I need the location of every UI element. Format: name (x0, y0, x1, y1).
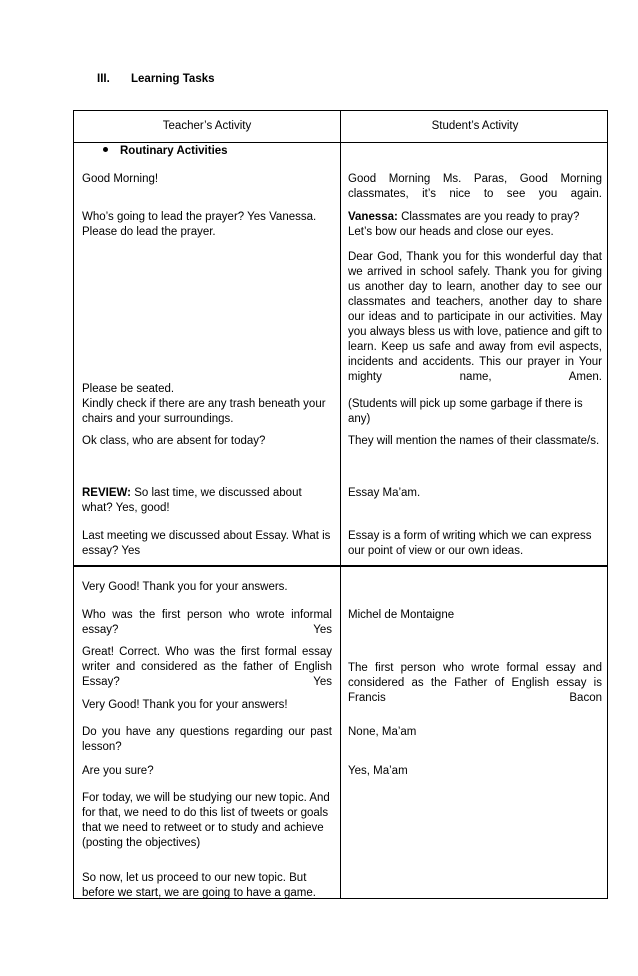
activities-table-part-1 (73, 110, 608, 566)
column-divider (340, 567, 341, 898)
student-garbage: (Students will pick up some garbage if there is any) (348, 398, 583, 425)
teacher-check-trash: Kindly check if there are any trash beneath your chairs and your surroundings. (82, 398, 326, 425)
teacher-thanks: Very Good! Thank you for your answers. (82, 581, 288, 593)
student-essay-answer: Essay Ma’am. (348, 487, 421, 499)
teacher-activity-header: Teacher’s Activity (162, 120, 252, 132)
student-greeting: Good Morning Ms. Paras, Good Morning classmates, it’s nice to see you again. (348, 173, 602, 200)
student-prayer: Dear God, Thank you for this wonderful day that we arrived in school safely. Thank you for giving us another day to learn, another day to see our classmates and teachers, another day to share our ideas and to participate in our activities. May you always bless us with love, patience and gift to learn. Keep us safe and away from evil aspects, incidents and accidents. This our prayer in Your mighty name, Amen. (348, 251, 602, 383)
student-activity-header: Student’s Activity (431, 120, 519, 132)
student-essay-definition: Essay is a form of writing which we can express our point of view or our own ideas. (348, 530, 592, 557)
student-vanessa: Vanessa: Classmates are you ready to pray? Let’s bow our heads and close our eyes. (348, 211, 580, 238)
activities-table-part-2 (73, 566, 608, 899)
column-divider (340, 111, 341, 565)
student-yes-sure: Yes, Ma’am (348, 765, 408, 777)
teacher-review: REVIEW: So last time, we discussed about what? Yes, good! (82, 487, 302, 514)
teacher-prayer-request: Who’s going to lead the prayer? Yes Vanessa. Please do lead the prayer. (82, 211, 317, 238)
teacher-new-topic: For today, we will be studying our new topic. And for that, we need to do this list of tweets or goals that we need to retweet or to study and achieve (posting the objectives) (82, 792, 330, 849)
routinary-activities-label: Routinary Activities (103, 144, 333, 159)
teacher-game-intro: So now, let us proceed to our new topic. But before we start, we are going to have a game. (82, 872, 316, 899)
teacher-formal-essay-question: Great! Correct. Who was the first formal essay writer and considered as the father of English Essay? Yes (82, 646, 332, 688)
teacher-be-seated: Please be seated. (82, 383, 175, 395)
section-title: Learning Tasks (131, 73, 215, 85)
student-formal-essay-answer: The first person who wrote formal essay and considered as the Father of English essay is Francis Bacon (348, 662, 602, 704)
section-number: III. (97, 73, 110, 85)
teacher-any-questions: Do you have any questions regarding our past lesson? (82, 726, 332, 753)
teacher-are-you-sure: Are you sure? (82, 765, 154, 777)
teacher-attendance: Ok class, who are absent for today? (82, 435, 266, 447)
teacher-informal-essay-question: Who was the first person who wrote informal essay? Yes (82, 609, 332, 636)
teacher-essay-question: Last meeting we discussed about Essay. What is essay? Yes (82, 530, 331, 557)
teacher-thanks-again: Very Good! Thank you for your answers! (82, 699, 288, 711)
student-no-questions: None, Ma’am (348, 726, 417, 738)
student-informal-essay-answer: Michel de Montaigne (348, 609, 455, 621)
teacher-greeting: Good Morning! (82, 173, 159, 185)
bullet-icon (103, 147, 108, 152)
student-absent-names: They will mention the names of their classmate/s. (348, 435, 600, 447)
